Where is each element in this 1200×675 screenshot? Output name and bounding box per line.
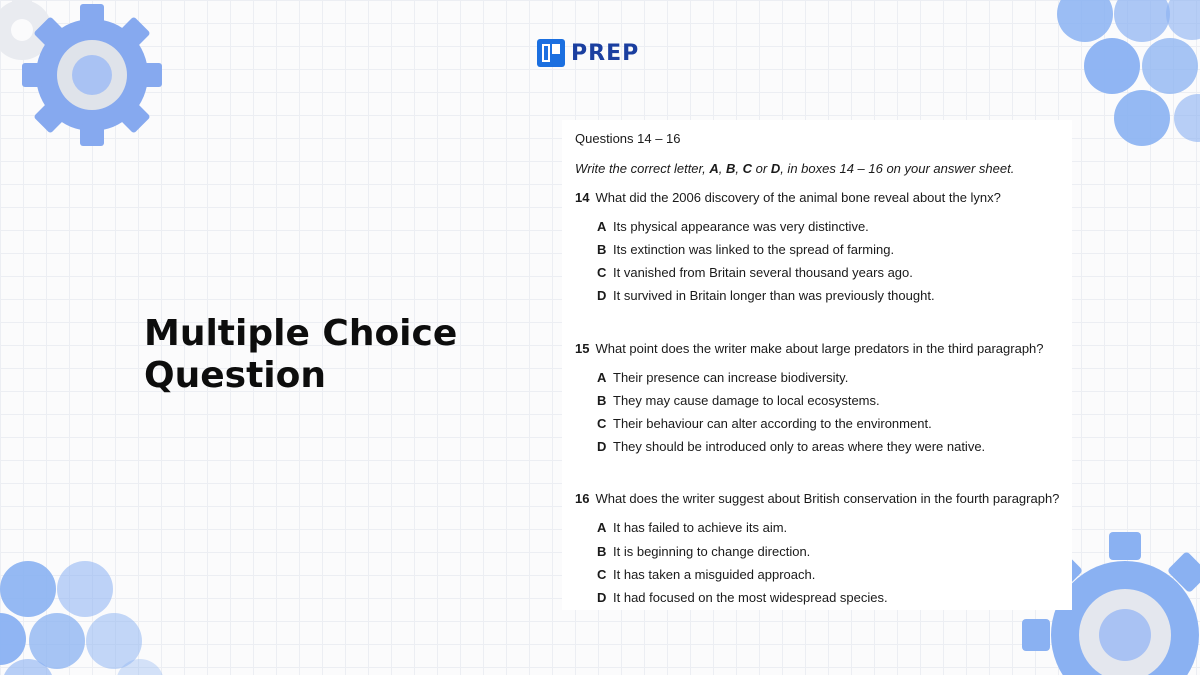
prep-logo-icon [537, 39, 565, 67]
option-15b: B They may cause damage to local ecosystems. [597, 393, 880, 408]
questions-range: Questions 14 – 16 [575, 131, 681, 146]
circles-decoration-top-right [1050, 0, 1200, 150]
instructions: Write the correct letter, A, B, C or D, in boxes 14 – 16 on your answer sheet. [575, 161, 1015, 176]
option-16b: B It is beginning to change direction. [597, 544, 811, 559]
question-number: 14 [575, 190, 590, 205]
prep-logo [537, 38, 639, 68]
option-16d: D It had focused on the most widespread species. [597, 590, 888, 605]
page-title-line-1: Multiple Choice [144, 313, 458, 354]
option-14c: C It vanished from Britain several thousand years ago. [597, 265, 913, 280]
option-14d: D It survived in Britain longer than was previously thought. [597, 288, 935, 303]
question-number: 15 [575, 341, 590, 356]
question-text: What does the writer suggest about British conservation in the fourth paragraph? [595, 491, 1060, 506]
question-16 [575, 491, 1059, 506]
option-15a: A Their presence can increase biodiversity. [597, 370, 849, 385]
prep-logo-text: PREP [571, 40, 640, 66]
gear-icon-top-left [0, 0, 190, 160]
question-14 [575, 190, 1001, 205]
option-15c: C Their behaviour can alter according to the environment. [597, 416, 932, 431]
option-16c: C It has taken a misguided approach. [597, 567, 816, 582]
option-14b: B Its extinction was linked to the spread of farming. [597, 242, 895, 257]
question-text: What point does the writer make about large predators in the third paragraph? [595, 341, 1044, 356]
option-15d: D They should be introduced only to areas where they were native. [597, 439, 986, 454]
question-number: 16 [575, 491, 590, 506]
question-15 [575, 341, 1044, 356]
option-16a: A It has failed to achieve its aim. [597, 520, 788, 535]
option-14a: A Its physical appearance was very distinctive. [597, 219, 869, 234]
page-title [144, 313, 524, 397]
page-title-line-2: Question [144, 355, 326, 396]
question-text: What did the 2006 discovery of the animal bone reveal about the lynx? [595, 190, 1001, 205]
circles-decoration-bottom-left [0, 545, 170, 675]
